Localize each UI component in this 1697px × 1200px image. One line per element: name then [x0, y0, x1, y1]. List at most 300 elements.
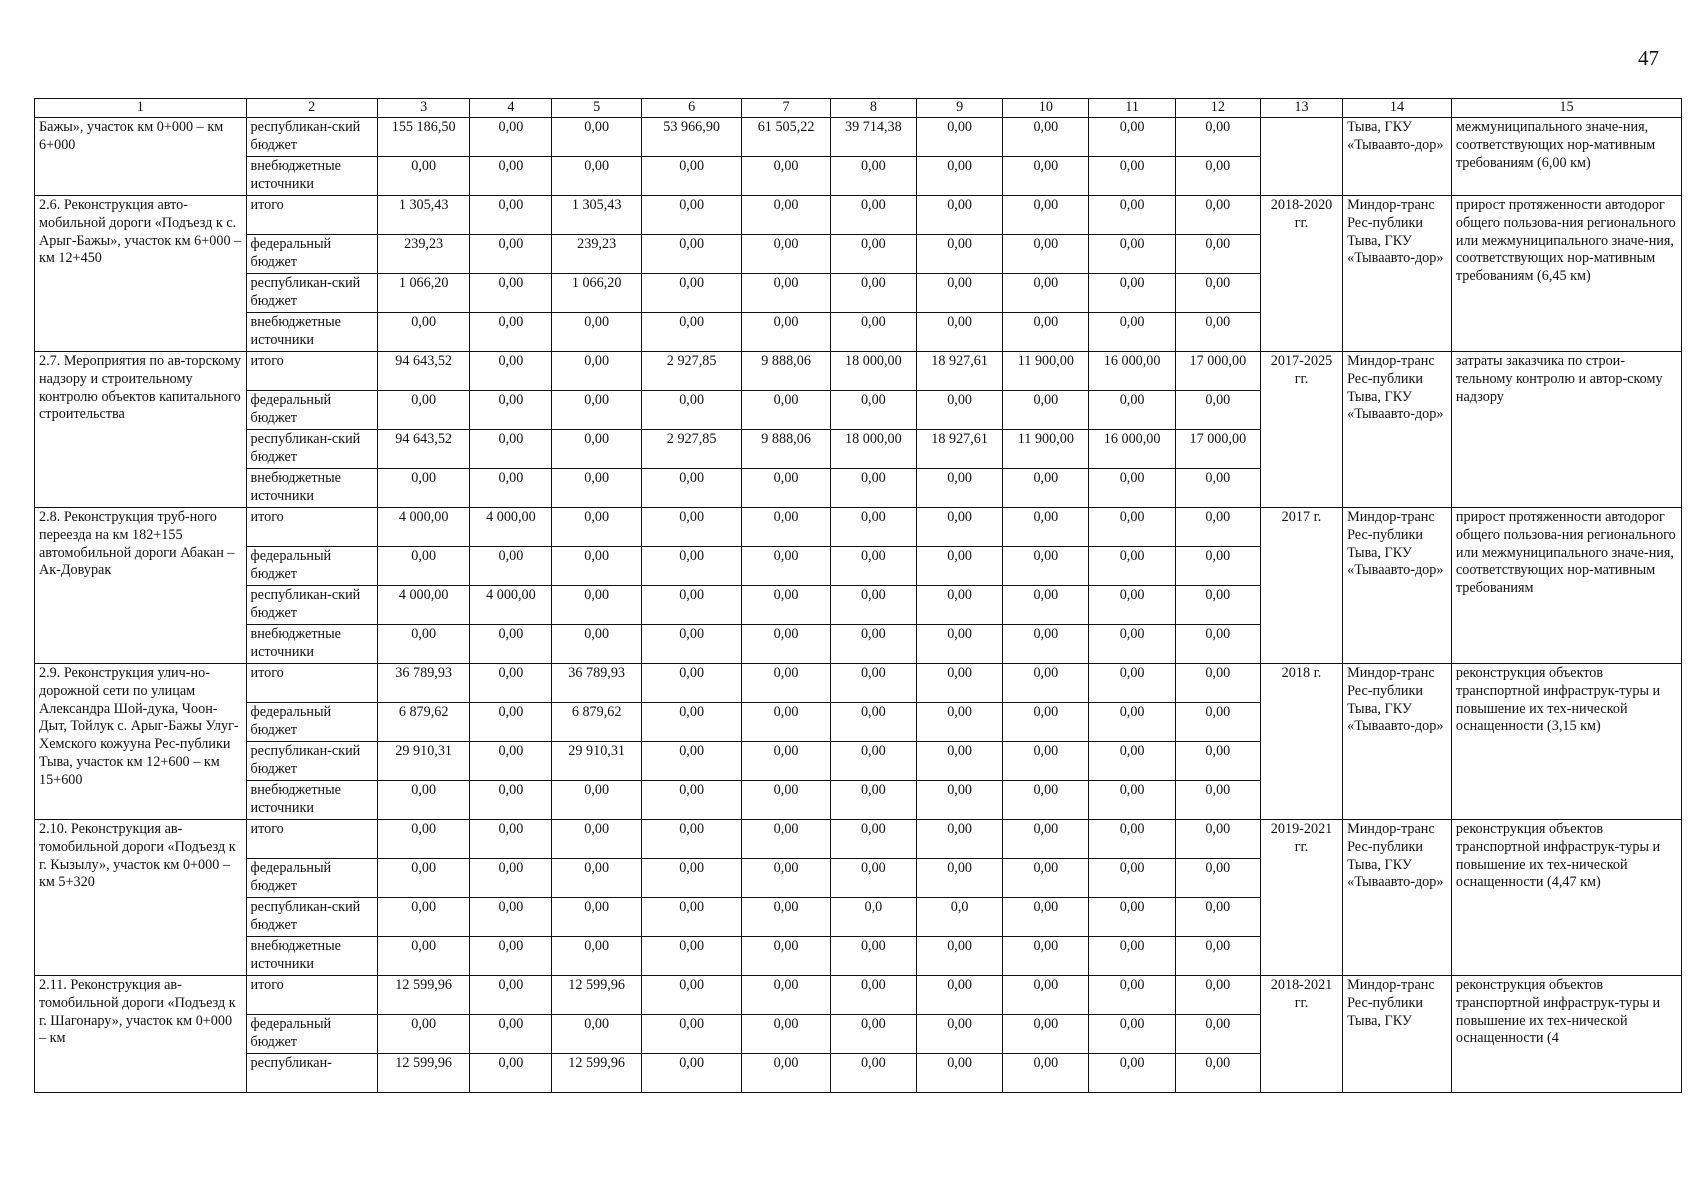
- amount-cell: 0,00: [830, 196, 916, 235]
- amount-cell: 0,00: [1003, 703, 1089, 742]
- amount-cell: 1 066,20: [377, 274, 469, 313]
- amount-cell: 0,00: [377, 820, 469, 859]
- amount-cell: 0,00: [1003, 859, 1089, 898]
- amount-cell: 0,00: [916, 820, 1002, 859]
- amount-cell: 0,00: [742, 508, 830, 547]
- amount-cell: 0,00: [830, 1054, 916, 1093]
- amount-cell: 0,00: [916, 859, 1002, 898]
- executor: Миндор-транс Рес-публики Тыва, ГКУ: [1343, 976, 1452, 1093]
- amount-cell: 0,00: [641, 547, 742, 586]
- amount-cell: 0,00: [742, 469, 830, 508]
- amount-cell: 0,00: [1175, 742, 1260, 781]
- amount-cell: 1 305,43: [552, 196, 641, 235]
- amount-cell: 0,00: [641, 508, 742, 547]
- table-row: [35, 196, 1682, 235]
- funding-source: федеральный бюджет: [246, 1015, 377, 1054]
- executor: Миндор-транс Рес-публики Тыва, ГКУ «Тываавто-дор»: [1343, 352, 1452, 508]
- amount-cell: 0,00: [830, 742, 916, 781]
- amount-cell: 0,00: [1175, 1015, 1260, 1054]
- amount-cell: 0,00: [641, 586, 742, 625]
- amount-cell: 0,00: [470, 235, 552, 274]
- column-number-15: 15: [1451, 99, 1681, 118]
- funding-source: федеральный бюджет: [246, 703, 377, 742]
- amount-cell: 0,00: [916, 235, 1002, 274]
- amount-cell: 0,00: [1089, 118, 1175, 157]
- amount-cell: 0,00: [830, 508, 916, 547]
- amount-cell: 0,00: [916, 703, 1002, 742]
- column-number-12: 12: [1175, 99, 1260, 118]
- amount-cell: 0,00: [1089, 1054, 1175, 1093]
- amount-cell: 0,00: [830, 937, 916, 976]
- funding-source: итого: [246, 664, 377, 703]
- column-number-4: 4: [470, 99, 552, 118]
- amount-cell: 53 966,90: [641, 118, 742, 157]
- budget-table: [34, 98, 1682, 1093]
- amount-cell: 0,00: [916, 274, 1002, 313]
- amount-cell: 0,00: [470, 1054, 552, 1093]
- amount-cell: 155 186,50: [377, 118, 469, 157]
- amount-cell: 36 789,93: [552, 664, 641, 703]
- amount-cell: 0,00: [830, 157, 916, 196]
- amount-cell: 0,00: [470, 820, 552, 859]
- amount-cell: 0,00: [641, 1054, 742, 1093]
- amount-cell: 0,00: [916, 664, 1002, 703]
- amount-cell: 0,00: [1003, 508, 1089, 547]
- amount-cell: 0,00: [1175, 859, 1260, 898]
- amount-cell: 0,00: [377, 859, 469, 898]
- amount-cell: 0,00: [377, 313, 469, 352]
- amount-cell: 0,00: [641, 157, 742, 196]
- amount-cell: 0,00: [742, 859, 830, 898]
- amount-cell: 12 599,96: [552, 976, 641, 1015]
- amount-cell: 0,00: [1175, 703, 1260, 742]
- expected-result: реконструкция объектов транспортной инфраструк-туры и повышение их тех-нической оснащенности (3,15 км): [1451, 664, 1681, 820]
- amount-cell: 0,00: [552, 781, 641, 820]
- funding-source: федеральный бюджет: [246, 391, 377, 430]
- amount-cell: 0,00: [830, 781, 916, 820]
- activity-name: 2.10. Реконструкция ав-томобильной дороги «Подъезд к г. Кызылу», участок км 0+000 – км 5+320: [35, 820, 247, 976]
- amount-cell: 0,00: [552, 1015, 641, 1054]
- amount-cell: 0,00: [470, 274, 552, 313]
- column-number-1: 1: [35, 99, 247, 118]
- amount-cell: 0,0: [916, 898, 1002, 937]
- amount-cell: 0,00: [552, 313, 641, 352]
- amount-cell: 29 910,31: [377, 742, 469, 781]
- funding-source: республикан-ский бюджет: [246, 118, 377, 157]
- amount-cell: 0,00: [742, 157, 830, 196]
- amount-cell: 0,00: [830, 274, 916, 313]
- amount-cell: 0,00: [1003, 118, 1089, 157]
- amount-cell: 0,00: [1175, 898, 1260, 937]
- amount-cell: 0,00: [552, 508, 641, 547]
- amount-cell: 0,00: [377, 898, 469, 937]
- amount-cell: 0,00: [830, 547, 916, 586]
- amount-cell: 0,00: [916, 313, 1002, 352]
- amount-cell: 2 927,85: [641, 352, 742, 391]
- amount-cell: 0,00: [742, 235, 830, 274]
- amount-cell: 0,00: [1175, 118, 1260, 157]
- column-number-3: 3: [377, 99, 469, 118]
- amount-cell: 0,00: [1175, 586, 1260, 625]
- implementation-period: 2018-2021 гг.: [1260, 976, 1342, 1093]
- funding-source: внебюджетные источники: [246, 625, 377, 664]
- amount-cell: 0,00: [1003, 157, 1089, 196]
- amount-cell: 0,00: [916, 976, 1002, 1015]
- amount-cell: 0,00: [377, 625, 469, 664]
- funding-source: внебюджетные источники: [246, 937, 377, 976]
- column-number-8: 8: [830, 99, 916, 118]
- amount-cell: 0,00: [830, 625, 916, 664]
- amount-cell: 0,00: [1089, 898, 1175, 937]
- funding-source: внебюджетные источники: [246, 469, 377, 508]
- amount-cell: 0,00: [1175, 469, 1260, 508]
- amount-cell: 0,00: [552, 352, 641, 391]
- amount-cell: 0,00: [1089, 1015, 1175, 1054]
- column-number-row: [35, 99, 1682, 118]
- column-number-2: 2: [246, 99, 377, 118]
- amount-cell: 0,00: [1175, 391, 1260, 430]
- amount-cell: 0,00: [742, 1054, 830, 1093]
- funding-source: республикан-ский бюджет: [246, 742, 377, 781]
- funding-source: внебюджетные источники: [246, 781, 377, 820]
- amount-cell: 0,00: [1003, 976, 1089, 1015]
- amount-cell: 0,00: [1003, 664, 1089, 703]
- amount-cell: 0,00: [470, 430, 552, 469]
- amount-cell: 6 879,62: [552, 703, 641, 742]
- amount-cell: 0,00: [916, 469, 1002, 508]
- amount-cell: 0,00: [1089, 547, 1175, 586]
- amount-cell: 0,00: [377, 391, 469, 430]
- amount-cell: 0,00: [830, 586, 916, 625]
- amount-cell: 0,00: [1175, 1054, 1260, 1093]
- amount-cell: 0,00: [830, 976, 916, 1015]
- amount-cell: 239,23: [552, 235, 641, 274]
- expected-result: прирост протяженности автодорог общего пользова-ния регионального или межмуниципального значе-ния, соответствующих нор-мативным требованиям (6,45 км): [1451, 196, 1681, 352]
- amount-cell: 0,00: [470, 664, 552, 703]
- amount-cell: 0,00: [552, 547, 641, 586]
- funding-source: итого: [246, 820, 377, 859]
- amount-cell: 0,00: [830, 1015, 916, 1054]
- amount-cell: 0,00: [377, 469, 469, 508]
- amount-cell: 0,00: [1089, 664, 1175, 703]
- amount-cell: 0,00: [470, 976, 552, 1015]
- amount-cell: 0,00: [1003, 235, 1089, 274]
- amount-cell: 9 888,06: [742, 352, 830, 391]
- amount-cell: 0,00: [552, 469, 641, 508]
- amount-cell: 0,00: [1089, 937, 1175, 976]
- amount-cell: 0,00: [552, 859, 641, 898]
- amount-cell: 0,00: [641, 391, 742, 430]
- amount-cell: 18 000,00: [830, 430, 916, 469]
- amount-cell: 0,00: [916, 1054, 1002, 1093]
- amount-cell: 0,00: [830, 391, 916, 430]
- amount-cell: 0,00: [1003, 586, 1089, 625]
- amount-cell: 0,00: [377, 937, 469, 976]
- amount-cell: 16 000,00: [1089, 430, 1175, 469]
- amount-cell: 0,00: [470, 118, 552, 157]
- amount-cell: 0,00: [377, 1015, 469, 1054]
- amount-cell: 0,00: [1003, 625, 1089, 664]
- amount-cell: 0,00: [1089, 313, 1175, 352]
- amount-cell: 4 000,00: [470, 508, 552, 547]
- amount-cell: 0,00: [1175, 937, 1260, 976]
- amount-cell: 0,00: [1175, 820, 1260, 859]
- amount-cell: 0,00: [830, 469, 916, 508]
- funding-source: республикан-ский бюджет: [246, 586, 377, 625]
- amount-cell: 0,00: [1175, 274, 1260, 313]
- amount-cell: 0,00: [470, 781, 552, 820]
- amount-cell: 0,00: [742, 625, 830, 664]
- amount-cell: 0,00: [830, 235, 916, 274]
- amount-cell: 0,00: [470, 469, 552, 508]
- amount-cell: 0,00: [1089, 235, 1175, 274]
- amount-cell: 4 000,00: [470, 586, 552, 625]
- column-number-6: 6: [641, 99, 742, 118]
- executor: Миндор-транс Рес-публики Тыва, ГКУ «Тываавто-дор»: [1343, 820, 1452, 976]
- amount-cell: 0,00: [377, 547, 469, 586]
- amount-cell: 0,00: [1003, 1015, 1089, 1054]
- implementation-period: 2018 г.: [1260, 664, 1342, 820]
- amount-cell: 12 599,96: [377, 976, 469, 1015]
- amount-cell: 1 066,20: [552, 274, 641, 313]
- amount-cell: 0,00: [1003, 820, 1089, 859]
- amount-cell: 0,00: [742, 196, 830, 235]
- amount-cell: 0,00: [1003, 898, 1089, 937]
- amount-cell: 0,00: [470, 391, 552, 430]
- amount-cell: 0,00: [470, 196, 552, 235]
- amount-cell: 0,00: [916, 508, 1002, 547]
- amount-cell: 61 505,22: [742, 118, 830, 157]
- amount-cell: 0,00: [470, 859, 552, 898]
- amount-cell: 0,00: [916, 157, 1002, 196]
- amount-cell: 0,00: [470, 742, 552, 781]
- amount-cell: 6 879,62: [377, 703, 469, 742]
- amount-cell: 0,00: [1003, 391, 1089, 430]
- funding-source: итого: [246, 508, 377, 547]
- amount-cell: 0,00: [1175, 508, 1260, 547]
- activity-name: 2.6. Реконструкция авто-мобильной дороги «Подъезд к с. Арыг-Бажы», участок км 6+000 – км 12+450: [35, 196, 247, 352]
- expected-result: прирост протяженности автодорог общего пользова-ния регионального или межмуниципального значе-ния, соответствующих нор-мативным требованиям: [1451, 508, 1681, 664]
- funding-source: республикан-ский бюджет: [246, 430, 377, 469]
- amount-cell: 0,00: [470, 898, 552, 937]
- funding-source: федеральный бюджет: [246, 859, 377, 898]
- table-row: [35, 664, 1682, 703]
- amount-cell: 0,00: [742, 820, 830, 859]
- funding-source: внебюджетные источники: [246, 313, 377, 352]
- amount-cell: 0,00: [641, 976, 742, 1015]
- amount-cell: 0,00: [1003, 274, 1089, 313]
- column-number-14: 14: [1343, 99, 1452, 118]
- amount-cell: 0,00: [916, 625, 1002, 664]
- amount-cell: 0,00: [1089, 976, 1175, 1015]
- amount-cell: 94 643,52: [377, 430, 469, 469]
- implementation-period: [1260, 118, 1342, 196]
- amount-cell: 0,00: [1003, 781, 1089, 820]
- amount-cell: 36 789,93: [377, 664, 469, 703]
- amount-cell: 0,00: [1089, 781, 1175, 820]
- amount-cell: 0,00: [470, 937, 552, 976]
- amount-cell: 0,00: [470, 313, 552, 352]
- amount-cell: 0,00: [641, 469, 742, 508]
- column-number-7: 7: [742, 99, 830, 118]
- executor: Миндор-транс Рес-публики Тыва, ГКУ «Тываавто-дор»: [1343, 664, 1452, 820]
- amount-cell: 1 305,43: [377, 196, 469, 235]
- amount-cell: 0,00: [1089, 820, 1175, 859]
- amount-cell: 0,00: [641, 820, 742, 859]
- funding-source: итого: [246, 196, 377, 235]
- executor: Миндор-транс Рес-публики Тыва, ГКУ «Тываавто-дор»: [1343, 508, 1452, 664]
- amount-cell: 0,00: [470, 352, 552, 391]
- column-number-11: 11: [1089, 99, 1175, 118]
- column-number-9: 9: [916, 99, 1002, 118]
- expected-result: реконструкция объектов транспортной инфраструк-туры и повышение их тех-нической оснащенности (4: [1451, 976, 1681, 1093]
- amount-cell: 0,00: [641, 859, 742, 898]
- amount-cell: 0,00: [916, 1015, 1002, 1054]
- amount-cell: 18 000,00: [830, 352, 916, 391]
- amount-cell: 0,00: [470, 157, 552, 196]
- amount-cell: 0,00: [916, 547, 1002, 586]
- amount-cell: 0,0: [830, 898, 916, 937]
- table-row: [35, 976, 1682, 1015]
- amount-cell: 0,00: [830, 820, 916, 859]
- amount-cell: 0,00: [377, 157, 469, 196]
- activity-name: 2.11. Реконструкция ав-томобильной дороги «Подъезд к г. Шагонару», участок км 0+000 – км: [35, 976, 247, 1093]
- implementation-period: 2018-2020 гг.: [1260, 196, 1342, 352]
- amount-cell: 0,00: [742, 781, 830, 820]
- activity-name: 2.9. Реконструкция улич-но-дорожной сети по улицам Александра Шой-дука, Чоон-Дыт, Тойлук с. Арыг-Бажы Улуг-Хемского кожууна Рес-публики Тыва, участок км 12+600 – км 15+600: [35, 664, 247, 820]
- amount-cell: 0,00: [470, 547, 552, 586]
- page-number: 47: [1638, 46, 1659, 70]
- amount-cell: 16 000,00: [1089, 352, 1175, 391]
- amount-cell: 0,00: [1175, 781, 1260, 820]
- funding-source: республикан-ский бюджет: [246, 898, 377, 937]
- table-row: [35, 118, 1682, 157]
- amount-cell: 0,00: [1089, 196, 1175, 235]
- amount-cell: 0,00: [1089, 742, 1175, 781]
- column-number-10: 10: [1003, 99, 1089, 118]
- amount-cell: 0,00: [470, 625, 552, 664]
- implementation-period: 2019-2021 гг.: [1260, 820, 1342, 976]
- amount-cell: 0,00: [1089, 274, 1175, 313]
- amount-cell: 0,00: [470, 703, 552, 742]
- amount-cell: 0,00: [641, 703, 742, 742]
- amount-cell: 0,00: [742, 586, 830, 625]
- expected-result: межмуниципального значе-ния, соответствующих нор-мативным требованиям (6,00 км): [1451, 118, 1681, 196]
- executor: Миндор-транс Рес-публики Тыва, ГКУ «Тываавто-дор»: [1343, 196, 1452, 352]
- amount-cell: 0,00: [916, 586, 1002, 625]
- amount-cell: 0,00: [552, 391, 641, 430]
- amount-cell: 11 900,00: [1003, 352, 1089, 391]
- amount-cell: 29 910,31: [552, 742, 641, 781]
- table-row: [35, 820, 1682, 859]
- amount-cell: 0,00: [552, 898, 641, 937]
- amount-cell: 0,00: [830, 664, 916, 703]
- amount-cell: 0,00: [1089, 703, 1175, 742]
- amount-cell: 2 927,85: [641, 430, 742, 469]
- amount-cell: 0,00: [916, 391, 1002, 430]
- amount-cell: 0,00: [1003, 313, 1089, 352]
- amount-cell: 0,00: [1003, 196, 1089, 235]
- amount-cell: 18 927,61: [916, 430, 1002, 469]
- amount-cell: 0,00: [552, 625, 641, 664]
- amount-cell: 0,00: [1175, 547, 1260, 586]
- funding-source: итого: [246, 976, 377, 1015]
- amount-cell: 0,00: [830, 313, 916, 352]
- amount-cell: 94 643,52: [377, 352, 469, 391]
- amount-cell: 0,00: [641, 235, 742, 274]
- amount-cell: 0,00: [641, 625, 742, 664]
- column-number-5: 5: [552, 99, 641, 118]
- amount-cell: 0,00: [552, 820, 641, 859]
- amount-cell: 12 599,96: [377, 1054, 469, 1093]
- amount-cell: 0,00: [552, 937, 641, 976]
- funding-source: федеральный бюджет: [246, 547, 377, 586]
- implementation-period: 2017 г.: [1260, 508, 1342, 664]
- amount-cell: 0,00: [1003, 469, 1089, 508]
- implementation-period: 2017-2025 гг.: [1260, 352, 1342, 508]
- amount-cell: 0,00: [641, 313, 742, 352]
- amount-cell: 0,00: [377, 781, 469, 820]
- amount-cell: 0,00: [552, 118, 641, 157]
- funding-source: внебюджетные источники: [246, 157, 377, 196]
- amount-cell: 0,00: [742, 1015, 830, 1054]
- activity-name: 2.8. Реконструкция труб-ного переезда на км 182+155 автомобильной дороги Абакан – Ак-Довурак: [35, 508, 247, 664]
- funding-source: республикан-: [246, 1054, 377, 1093]
- amount-cell: 0,00: [742, 976, 830, 1015]
- amount-cell: 0,00: [1089, 157, 1175, 196]
- amount-cell: 0,00: [1175, 196, 1260, 235]
- amount-cell: 0,00: [1089, 508, 1175, 547]
- funding-source: итого: [246, 352, 377, 391]
- amount-cell: 0,00: [470, 1015, 552, 1054]
- expected-result: реконструкция объектов транспортной инфраструк-туры и повышение их тех-нической оснащенности (4,47 км): [1451, 820, 1681, 976]
- amount-cell: 0,00: [830, 859, 916, 898]
- amount-cell: 17 000,00: [1175, 352, 1260, 391]
- amount-cell: 0,00: [1089, 469, 1175, 508]
- amount-cell: 0,00: [641, 781, 742, 820]
- table-row: [35, 352, 1682, 391]
- expected-result: затраты заказчика по строи-тельному контролю и автор-скому надзору: [1451, 352, 1681, 508]
- amount-cell: 0,00: [1003, 1054, 1089, 1093]
- amount-cell: 0,00: [742, 742, 830, 781]
- amount-cell: 11 900,00: [1003, 430, 1089, 469]
- amount-cell: 0,00: [1089, 586, 1175, 625]
- amount-cell: 0,00: [1175, 313, 1260, 352]
- amount-cell: 39 714,38: [830, 118, 916, 157]
- amount-cell: 0,00: [916, 196, 1002, 235]
- amount-cell: 9 888,06: [742, 430, 830, 469]
- amount-cell: 0,00: [1089, 391, 1175, 430]
- amount-cell: 0,00: [1175, 157, 1260, 196]
- amount-cell: 0,00: [742, 547, 830, 586]
- amount-cell: 0,00: [742, 703, 830, 742]
- amount-cell: 17 000,00: [1175, 430, 1260, 469]
- amount-cell: 0,00: [742, 274, 830, 313]
- amount-cell: 4 000,00: [377, 508, 469, 547]
- column-number-13: 13: [1260, 99, 1342, 118]
- activity-name: 2.7. Мероприятия по ав-торскому надзору и строительному контролю объектов капитального строительства: [35, 352, 247, 508]
- amount-cell: 0,00: [641, 742, 742, 781]
- amount-cell: 0,00: [641, 664, 742, 703]
- amount-cell: 0,00: [742, 664, 830, 703]
- amount-cell: 0,00: [1175, 976, 1260, 1015]
- amount-cell: 0,00: [916, 742, 1002, 781]
- amount-cell: 0,00: [1003, 937, 1089, 976]
- amount-cell: 0,00: [1089, 625, 1175, 664]
- amount-cell: 0,00: [1089, 859, 1175, 898]
- amount-cell: 0,00: [641, 196, 742, 235]
- amount-cell: 0,00: [1003, 547, 1089, 586]
